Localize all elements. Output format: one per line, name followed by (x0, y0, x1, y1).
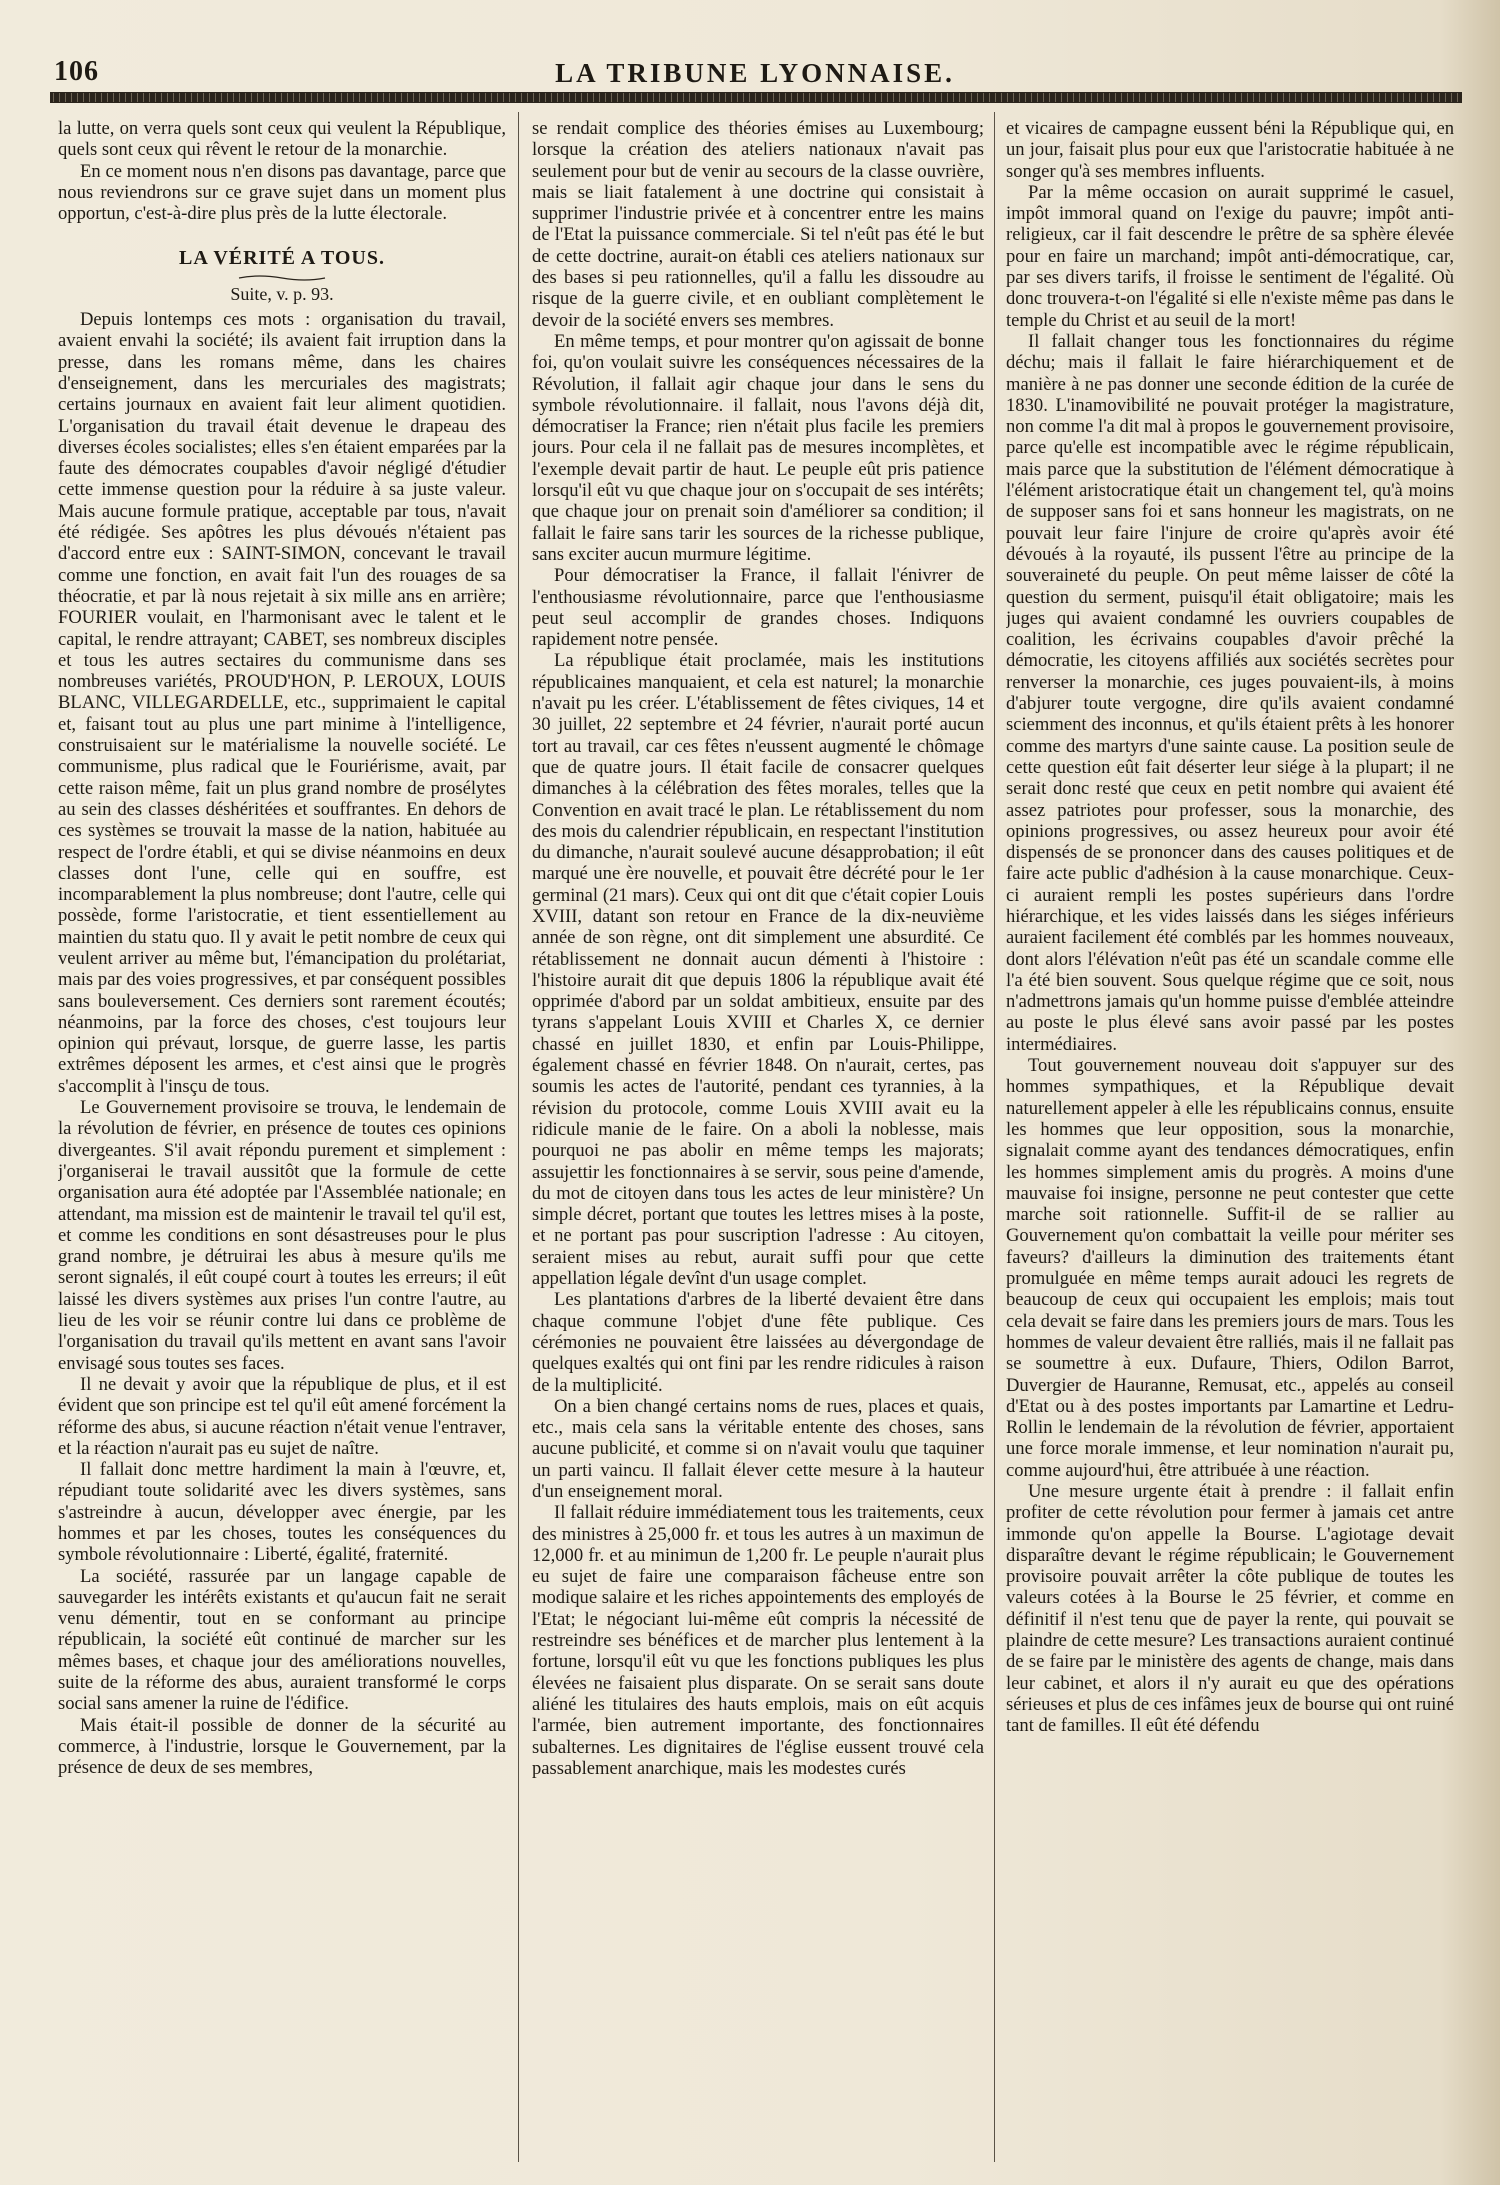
section-subtitle: Suite, v. p. 93. (230, 283, 334, 304)
paragraph: On a bien changé certains noms de rues, places et quais, etc., mais cela sans la véritable entente des choses, sans aucune publicité, et comme si on n'avait voulu que taquiner un parti vaincu. Il fallait élever cette mesure à la hauteur d'un enseignement moral. (532, 1395, 984, 1502)
column-divider (994, 112, 995, 2162)
paragraph: la lutte, on verra quels sont ceux qui veulent la République, quels sont ceux qui rêvent le retour de la monarchie. (58, 118, 506, 161)
paragraph: Il ne devait y avoir que la république de plus, et il est évident que son principe est tel qu'il eût amené forcément la réforme des abus, si aucune réaction n'était venue l'entraver, et la réaction n'aurait pas eu sujet de naître. (58, 1373, 506, 1459)
paragraph: se rendait complice des théories émises au Luxembourg; lorsque la création des ateliers nationaux n'avait pas seulement pour but de venir au secours de la classe ouvrière, mais se liait fatalement à une doctrine qui consistait à supprimer l'industrie privée et à concentrer entre les mains de l'Etat la puissance commerciale. Si tel n'eût pas été le but de cette doctrine, aurait-on établi ces ateliers nationaux sur des bases si peu rationnelles, qu'il a fallu les dissoudre au risque de la guerre civile, et en oubliant complètement le devoir de la société envers ses membres. (532, 118, 984, 331)
paragraph: Il fallait réduire immédiatement tous les traitements, ceux des ministres à 25,000 fr. et tous les autres à un maximun de 12,000 fr. et au minimun de 1,200 fr. Le peuple n'aurait plus eu sujet de faire une comparaison fâcheuse entre son modique salaire et les riches appointements des employés de l'Etat; le négociant lui-même eût compris la nécessité de restreindre ses bénéfices et de marcher plus lentement à la fortune, lorsqu'il eût vu que les fonctions publiques les plus élevées ne faisaient plus disparate. On se serait sans doute aliéné les titulaires des hauts emplois, mais on eût acquis l'armée, bien autrement importante, des fonctionnaires subalternes. Les dignitaires de l'église eussent trouvé cela passablement anarchique, mais les modestes curés (532, 1502, 984, 1779)
paragraph: Depuis lontemps ces mots : organisation du travail, avaient envahi la société; ils avaient fait irruption dans la presse, dans les romans même, dans les chaires d'enseignement, dans les mercuriales des magistrats; certains journaux en avaient fait leur aliment quotidien. L'organisation du travail était devenue le drapeau des diverses écoles socialistes; elles s'en étaient emparées par la faute des démocrates coupables d'avoir négligé d'étudier cette immense question pour la réduire à sa juste valeur. Mais aucune formule pratique, acceptable par tous, n'avait été rédigée. Ses apôtres les plus dévoués n'étaient pas d'accord entre eux : SAINT-SIMON, concevant le travail comme une fonction, en avait fait l'un des rouages de sa théocratie, et par là nous rejetait à six mille ans en arrière; FOURIER voulait, en l'harmonisant avec le talent et le capital, le rendre attrayant; CABET, ses nombreux disciples et tous les autres sectaires du communisme dans ses nombreuses variétés, PROUD'HON, P. LEROUX, LOUIS BLANC, VILLEGARDELLE, etc., supprimaient le capital et, faisant tout au plus une part minime à l'intelligence, construisaient sur le matérialisme la nouvelle société. Le communisme, plus radical que le Fouriérisme, avait, par cette raison même, fait un plus grand nombre de prosélytes au sein des classes déshéritées et souffrantes. En dehors de ces systèmes se trouvait la masse de la nation, habituée au respect de l'ordre établi, et qui se divise néanmoins en deux classes dont l'une, celle qui en souffre, est incomparablement la plus nombreuse; dont l'autre, celle qui possède, forme l'aristocratie, et tient essentiellement au maintien du statu quo. Il y avait le petit nombre de ceux qui veulent arriver au même but, l'émancipation du prolétariat, mais par des voies progressives, et par conséquent possibles sans bouleversement. Ces derniers sont rarement écoutés; néanmoins, par la force des choses, c'est toujours leur opinion qui prévaut, lorsque, de guerre lasse, les partis extrêmes déposent les armes, et c'est ainsi que le progrès s'accomplit à l'insçu de tous. (58, 309, 506, 1097)
paragraph: et vicaires de campagne eussent béni la République qui, en un jour, faisait plus pour eux que l'aristocratie habituée à ne songer qu'à ses membres influents. (1006, 118, 1454, 182)
paragraph: Pour démocratiser la France, il fallait l'énivrer de l'enthousiasme révolutionnaire, parce que l'enthousiasme peut seul accomplir de grandes choses. Indiquons rapidement notre pensée. (532, 565, 984, 651)
page-number: 106 (54, 56, 99, 87)
header-rule (50, 92, 1462, 103)
paragraph: Par la même occasion on aurait supprimé le casuel, impôt immoral quand on l'exige du pauvre; impôt anti-religieux, car il fait descendre le prêtre de sa sphère élevée pour en faire un marchand; impôt anti-démocratique, car, par ses divers tarifs, il froisse le sentiment de l'égalité. Où donc trouvera-t-on l'égalité si elle n'existe même pas dans le temple du Christ et au seuil de la mort! (1006, 181, 1454, 331)
column-2 (532, 118, 984, 2158)
paragraph: La société, rassurée par un langage capable de sauvegarder les intérêts existants et qu'aucun fait ne serait venu démentir, tout en se conformant au principe républicain, la société eût continué de marcher sur les mêmes bases, et chaque jour des améliorations nouvelles, suite de la réforme des abus, auraient transformé le corps social sans amener la ruine de l'édifice. (58, 1565, 506, 1715)
paragraph: La république était proclamée, mais les institutions républicaines manquaient, et cela est naturel; la monarchie n'avait pu les créer. L'établissement de fêtes civiques, 14 et 30 juillet, 22 septembre et 24 février, n'aurait porté aucun tort au travail, car ces fêtes n'eussent augmenté le chômage que de quatre jours. Il était facile de consacrer quelques dimanches à la célébration des fêtes morales, telles que la Convention en avait tracé le plan. Le rétablissement du nom des mois du calendrier républicain, en respectant l'institution du dimanche, n'aurait soulevé aucune désapprobation; il eût marqué une ère nouvelle, et pouvait être décrété pour le 1er germinal (21 mars). Ceux qui ont dit que c'était copier Louis XVIII, datant son retour en France de la dix-neuvième année de son règne, ont dit simplement une absurdité. Ce rétablissement ne donnait aucun démenti à l'histoire : l'histoire aurait dit que depuis 1806 la république avait été opprimée d'abord par un soldat ambitieux, ensuite par des tyrans s'appelant Louis XVIII et Charles X, ce dernier chassé en juillet 1830, et enfin par Louis-Philippe, également chassé en février 1848. On n'aurait, certes, pas soumis les actes de l'autorité, pendant ces tyrannies, à la révision du protocole, comme Louis XVIII avait eu la ridicule manie de le faire. On a aboli la noblesse, mais pourquoi ne pas abolir en même temps les majorats; assujettir les fonctionnaires à se servir, sous peine d'amende, du mot de citoyen dans tous les actes de leur ministère? Un simple décret, portant que toutes les lettres mises à la poste, et ne portant pas pour suscription l'adresse : Au citoyen, seraient mises au rebut, aurait suffi pour que cette appellation légale devînt d'un usage complet. (532, 650, 984, 1290)
paragraph: Il fallait changer tous les fonctionnaires du régime déchu; mais il fallait le faire hiérarchiquement et de manière à ne pas donner une seconde édition de la curée de 1830. L'inamovibilité ne pouvait protéger la magistrature, non comme l'a dit mal à propos le gouvernement provisoire, parce qu'elle est incompatible avec le régime républicain, mais parce que la substitution de l'élément démocratique à l'élément aristocratique était un changement tel, qu'à moins de supposer sans foi et sans honneur les magistrats, on ne pouvait leur faire l'injure de croire qu'après avoir été dévoués à la royauté, ils pussent l'être au principe de la souveraineté du peuple. On peut même laisser de côté la question du serment, puisqu'il était obligatoire; mais les juges qui avaient condamné les ouvriers coupables de coalition, les écrivains coupables d'avoir prêché la démocratie, les citoyens affiliés aux sociétés secrètes pour renverser la monarchie, ces juges pouvaient-ils, à moins d'abjurer toute vergogne, dire qu'ils avaient condamné sciemment des inconnus, et qu'ils étaient prêts à les honorer comme des martyrs d'une sainte cause. La position seule de cette question eût fait déserter leur siége à la plupart; il ne serait donc resté que ceux en petit nombre qui avaient été assez patriotes pour professer, sous la monarchie, des opinions progressives, ou assez heureux pour avoir été dispensés de se prononcer dans des causes politiques et de faire acte public d'adhésion à la cause monarchique. Ceux-ci auraient rempli les postes supérieurs dans l'ordre hiérarchique, et les vides laissés dans les siéges inférieurs auraient facilement été comblés par les hommes nouveaux, dont alors l'élévation n'eût pas été un scandale comme elle l'a été bien souvent. Sous quelque régime que ce soit, nous n'admettrons jamais qu'un homme puisse d'emblée atteindre au poste le plus élevé sans avoir passé par les postes intermédiaires. (1006, 330, 1454, 1055)
page-header (50, 52, 1460, 92)
paragraph: Une mesure urgente était à prendre : il fallait enfin profiter de cette révolution pour fermer à jamais cet antre immonde qu'on appelle la Bourse. L'agiotage devait disparaître devant le régime républicain; le Gouvernement provisoire pouvait arrêter la côte publique de toutes les valeurs cotées à la Bourse le 25 février, et comme en définitif il n'est tenu que de payer la rente, qui pouvait se plaindre de cette mesure? Les transactions auraient continué de se faire par le ministère des agents de change, mais dans leur cabinet, et alors il n'y aurait eu que des opérations sérieuses et plus de ces infâmes jeux de bourse qui ont ruiné tant de familles. Il eût été défendu (1006, 1481, 1454, 1737)
paragraph: Le Gouvernement provisoire se trouva, le lendemain de la révolution de février, en présence de toutes ces opinions divergeantes. S'il avait répondu purement et simplement : j'organiserai le travail aussitôt que la formule de cette organisation aura été adoptée par l'Assemblée nationale; en attendant, ma mission est de maintenir le travail tel qu'il est, et comme les conditions en sont désastreuses pour le plus grand nombre, je détruirai les abus à mesure qu'ils me seront signalés, il eût coupé court à toutes les erreurs; il eût laissé les divers systèmes aux prises l'un contre l'autre, au lieu de les voir se réunir contre lui dans ce problème de l'organisation du travail qu'ils mettent en avant sans l'avoir envisagé sous toutes ses faces. (58, 1097, 506, 1374)
column-1 (58, 118, 506, 2158)
newspaper-title: LA TRIBUNE LYONNAISE. (555, 58, 955, 88)
column-3 (1006, 118, 1454, 2158)
section-title: LA VÉRITÉ A TOUS. (179, 247, 385, 270)
paragraph: En même temps, et pour montrer qu'on agissait de bonne foi, qu'on voulait suivre les conséquences nécessaires de la Révolution, il fallait agir chaque jour dans le sens du symbole révolutionnaire. il fallait, nous l'avons déjà dit, démocratiser la France; rien n'était plus facile les premiers jours. Pour cela il ne fallait pas de mesures incomplètes, et l'exemple devait partir de haut. Le peuple eût pris patience lorsqu'il eût vu que chaque jour on s'occupait de ses intérêts; que chaque jour on prenait soin d'améliorer sa condition; il fallait le faire sans tarir les sources de la richesse publique, sans exciter aucun murmure légitime. (532, 330, 984, 565)
paragraph: Il fallait donc mettre hardiment la main à l'œuvre, et, répudiant toute solidarité avec les divers systèmes, sans s'astreindre à aucun, développer avec énergie, par les hommes et par les choses, toutes les conséquences du symbole révolutionnaire : Liberté, égalité, fraternité. (58, 1459, 506, 1566)
paragraph: En ce moment nous n'en disons pas davantage, parce que nous reviendrons sur ce grave sujet dans un moment plus opportun, c'est-à-dire plus près de la lutte électorale. (58, 160, 506, 225)
paragraph: Les plantations d'arbres de la liberté devaient être dans chaque commune l'objet d'une fête publique. Ces cérémonies ne pouvaient être laissées au dévergondage de quelques exaltés qui ont fini par les rendre ridicules à raison de la multiplicité. (532, 1289, 984, 1396)
title-ornament (237, 274, 327, 282)
column-divider (518, 112, 519, 2162)
paragraph: Tout gouvernement nouveau doit s'appuyer sur des hommes sympathiques, et la République devait naturellement appeler à elle les républicains connus, ensuite les hommes que leur opposition, sous la monarchie, signalait comme ayant des tendances démocratiques, enfin les hommes simplement amis du progrès. A moins d'une mauvaise foi insigne, personne ne peut contester que cette marche soit rationnelle. Suffit-il de se rallier au Gouvernement qu'on combattait la veille pour mériter ses faveurs? d'ailleurs la diminution des traitements étant promulguée en même temps aurait adouci les regrets de beaucoup de ceux qui occupaient les emplois; mais tout cela devait se faire dans les premiers jours de mars. Tous les hommes de valeur devaient être ralliés, mais il ne fallait pas se soumettre à eux. Dufaure, Thiers, Odilon Barrot, Duvergier de Hauranne, Remusat, etc., appelés au conseil d'Etat ou à des postes importants par Lamartine et Ledru-Rollin le lendemain de la révolution de février, apportaient une force morale immense, et leur nomination n'aurait pu, comme aujourd'hui, être attribuée à une réaction. (1006, 1055, 1454, 1481)
paragraph: Mais était-il possible de donner de la sécurité au commerce, à l'industrie, lorsque le Gouvernement, par la présence de deux de ses membres, (58, 1714, 506, 1779)
